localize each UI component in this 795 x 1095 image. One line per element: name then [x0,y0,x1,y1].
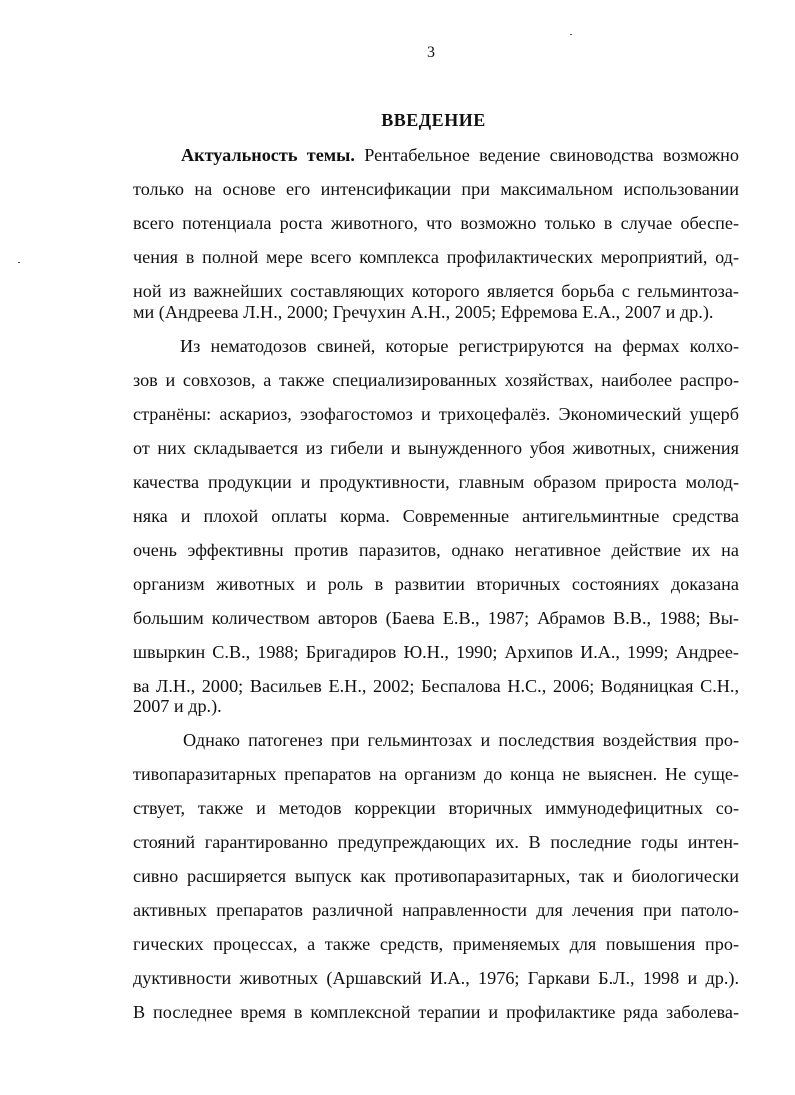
paragraph-2-line-10: швыркин С.В., 1988; Бригадиров Ю.Н., 1990; Архипов И.А., 1999; Андрее- [133,642,739,662]
paragraph-3-line-9: В последнее время в комплексной терапии и профилактике ряда заболева- [133,1002,739,1022]
paragraph-2-line-1: Из нематодозов свиней, которые регистрируются на фермах колхо- [180,336,739,356]
paragraph-2-line-6: няка и плохой оплаты корма. Современные антигельминтные средства [133,506,739,526]
paragraph-2-line-7: очень эффективны против паразитов, однако негативное действие их на [133,540,739,560]
paragraph-3-line-2: тивопаразитарных препаратов на организм до конца не выяснен. Не суще- [133,764,739,784]
paragraph-3-line-6: активных препаратов различной направленности для лечения при патоло- [133,900,739,920]
lead-bold-text: Актуальность темы. [181,145,355,165]
paragraph-2-line-3: странёны: аскариоз, эзофагостомоз и трихоцефалёз. Экономический ущерб [133,404,739,424]
paragraph-3-line-5: сивно расширяется выпуск как противопаразитарных, так и биологически [133,866,739,886]
paragraph-2-line-4: от них складывается из гибели и вынужденного убоя животных, снижения [133,438,739,458]
paragraph-2-line-9: большим количеством авторов (Баева Е.В., 1987; Абрамов В.В., 1988; Вы- [133,608,739,628]
paragraph-2-line-11: ва Л.Н., 2000; Васильев Е.Н., 2002; Беспалова Н.С., 2006; Водяницкая С.Н., [133,676,739,696]
paragraph-2-line-12: 2007 и др.). [133,696,222,716]
paragraph-2-line-2: зов и совхозов, а также специализированных хозяйствах, наиболее распро- [133,370,739,390]
paragraph-3-line-7: гических процессах, а также средств, применяемых для повышения про- [133,934,739,954]
scan-speck-top [570,34,572,35]
paragraph-3-line-3: ствует, также и методов коррекции вторичных иммунодефицитных со- [133,798,739,818]
paragraph-3-line-8: дуктивности животных (Аршавский И.А., 1976; Гаркави Б.Л., 1998 и др.). [133,968,739,988]
paragraph-1-line-5: ной из важнейших составляющих которого является борьба с гельминтоза- [133,281,739,301]
paragraph-3-line-4: стояний гарантированно предупреждающих их. В последние годы интен- [133,832,739,852]
paragraph-1-line-4: чения в полной мере всего комплекса профилактических мероприятий, од- [133,247,739,267]
paragraph-1-line-3: всего потенциала роста животного, что возможно только в случае обеспе- [133,213,739,233]
paragraph-1-line-6: ми (Андреева Л.Н., 2000; Гречухин А.Н., 2005; Ефремова Е.А., 2007 и др.). [133,302,714,322]
lead-rest-text: Рентабельное ведение свиноводства возможно [354,145,740,165]
paragraph-2-line-8: организм животных и роль в развитии вторичных состояниях доказана [133,574,739,594]
scan-speck-left [18,262,20,263]
paragraph-2-line-5: качества продукции и продуктивности, главным образом прироста молод- [133,472,739,492]
paragraph-1-line-2: только на основе его интенсификации при максимальном использовании [133,179,739,199]
paragraph-3-line-1: Однако патогенез при гельминтозах и последствия воздействия про- [183,730,739,750]
paragraph-1-line-1 [181,143,739,167]
section-heading: ВВЕДЕНИЕ [381,110,486,130]
page-number: 3 [427,44,435,61]
